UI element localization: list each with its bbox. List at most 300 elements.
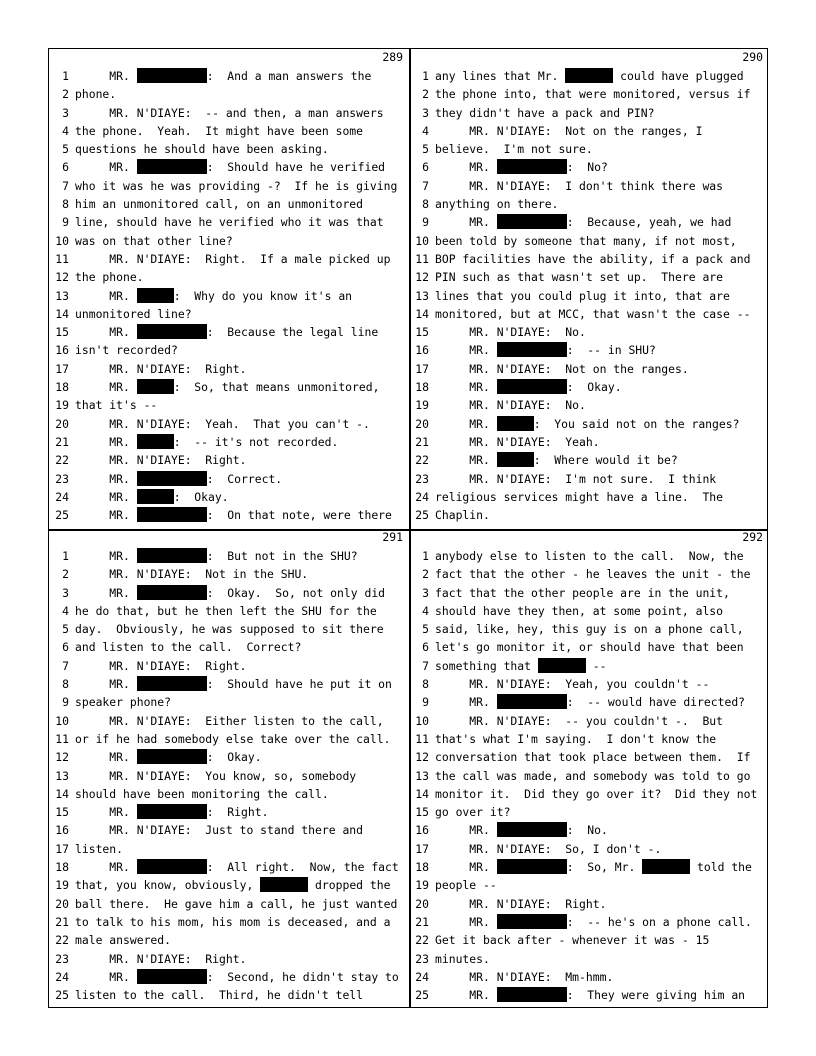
- line-number: 3: [62, 585, 69, 600]
- text-segment: MR.: [435, 453, 497, 468]
- text-segment: : But not in the SHU?: [206, 549, 358, 563]
- text-segment: : All right. Now, the fact: [206, 860, 399, 875]
- line-text: [435, 323, 586, 341]
- transcript-line: [409, 104, 769, 122]
- line-number: 11: [415, 731, 429, 746]
- line-text: [435, 584, 730, 602]
- line-text: [435, 858, 752, 876]
- line-text: [75, 396, 157, 414]
- text-segment: something that: [435, 658, 538, 673]
- line-text: [435, 748, 750, 766]
- line-number: 12: [55, 270, 69, 285]
- text-segment: and listen to the call. Correct?: [75, 640, 302, 655]
- line-text: [435, 470, 716, 488]
- transcript-line: [409, 767, 769, 785]
- line-text: [435, 767, 750, 785]
- line-text: [75, 657, 246, 675]
- line-number: 4: [62, 603, 69, 618]
- redaction-block: [137, 379, 174, 394]
- transcript-line: [409, 657, 769, 675]
- line-number: 17: [55, 841, 69, 856]
- text-segment: MR.: [75, 860, 137, 875]
- text-segment: MR.: [75, 160, 137, 175]
- line-text: [435, 712, 723, 730]
- line-text: [435, 876, 497, 894]
- transcript-line: [49, 104, 409, 122]
- text-segment: MR. N'DIAYE: Either listen to the call,: [75, 713, 384, 728]
- transcript-line: [409, 620, 769, 638]
- redaction-block: [497, 859, 567, 874]
- redaction-block: [137, 804, 207, 819]
- text-segment: : On that note, were there: [206, 508, 392, 523]
- line-text: [435, 287, 730, 305]
- line-text: [435, 122, 702, 140]
- line-number: 8: [62, 677, 69, 692]
- redaction-block: [137, 434, 174, 449]
- text-segment: MR.: [75, 325, 137, 340]
- line-number: 23: [55, 471, 69, 486]
- transcript-page: [409, 49, 769, 529]
- line-number: 17: [415, 841, 429, 856]
- text-segment: MR. N'DIAYE: -- and then, a man answers: [75, 105, 384, 120]
- transcript-page: [49, 49, 409, 529]
- line-number: 1: [422, 69, 429, 83]
- line-text: [75, 638, 301, 656]
- line-number: 14: [415, 306, 429, 321]
- transcript-line: [409, 378, 769, 396]
- transcript-line: [409, 913, 769, 931]
- text-segment: MR.: [435, 823, 497, 838]
- text-segment: let's go monitor it, or should have that been: [435, 640, 744, 655]
- transcript-line: [49, 140, 409, 158]
- line-text: [75, 620, 384, 638]
- redaction-block: [137, 68, 207, 83]
- text-segment: MR.: [75, 969, 137, 984]
- text-segment: MR. N'DIAYE: So, I don't -.: [435, 841, 662, 856]
- transcript-lines: [49, 67, 409, 524]
- line-text: [435, 506, 490, 524]
- transcript-line: [409, 341, 769, 359]
- line-number: 19: [415, 398, 429, 413]
- line-text: [75, 693, 171, 711]
- text-segment: MR. N'DIAYE: Yeah, you couldn't --: [435, 677, 710, 692]
- transcript-line: [49, 305, 409, 323]
- line-number: 6: [62, 160, 69, 175]
- line-number: 5: [62, 142, 69, 157]
- text-segment: MR. N'DIAYE: No.: [435, 325, 586, 340]
- transcript-line: [409, 488, 769, 506]
- transcript-line: [409, 565, 769, 583]
- transcript-line: [49, 968, 409, 986]
- text-segment: MR.: [435, 914, 497, 929]
- transcript-line: [409, 451, 769, 469]
- line-number: 1: [62, 549, 69, 563]
- line-number: 19: [55, 398, 69, 413]
- text-segment: phone.: [75, 87, 117, 102]
- transcript-line: [49, 451, 409, 469]
- text-segment: MR. N'DIAYE: I'm not sure. I think: [435, 471, 717, 486]
- line-number: 15: [55, 325, 69, 340]
- line-text: [75, 140, 329, 158]
- line-number: 20: [415, 416, 429, 431]
- text-segment: : Why do you know it's an: [173, 288, 353, 303]
- line-text: [435, 986, 745, 1004]
- transcript-line: [409, 547, 769, 565]
- line-number: 20: [415, 896, 429, 911]
- transcript-line: [409, 177, 769, 195]
- line-text: [75, 547, 358, 565]
- line-text: [75, 986, 363, 1004]
- redaction-block: [137, 159, 207, 174]
- redaction-block: [137, 548, 207, 563]
- line-text: [75, 968, 399, 986]
- text-segment: MR.: [75, 489, 137, 504]
- text-segment: : And a man answers the: [206, 69, 372, 83]
- text-segment: --: [585, 658, 607, 673]
- line-text: [435, 602, 723, 620]
- line-number: 22: [55, 453, 69, 468]
- transcript-line: [49, 931, 409, 949]
- transcript-line: [49, 657, 409, 675]
- transcript-line: [409, 821, 769, 839]
- text-segment: : Okay.: [173, 489, 229, 504]
- line-text: [75, 213, 384, 231]
- transcript-line: [49, 396, 409, 414]
- text-segment: MR.: [435, 988, 497, 1003]
- transcript-line: [49, 986, 409, 1004]
- transcript-line: [409, 140, 769, 158]
- text-segment: fact that the other people are in the unit,: [435, 585, 730, 600]
- text-segment: listen to the call. Third, he didn't tell: [75, 988, 364, 1003]
- line-number: 14: [55, 306, 69, 321]
- line-number: 18: [55, 380, 69, 395]
- line-number: 5: [422, 142, 429, 157]
- line-text: [75, 803, 268, 821]
- transcript-line: [409, 968, 769, 986]
- line-number: 13: [415, 768, 429, 783]
- text-segment: that, you know, obviously,: [75, 878, 261, 893]
- text-segment: MR. N'DIAYE: Not on the ranges.: [435, 361, 689, 376]
- line-text: [75, 584, 385, 602]
- line-number: 12: [55, 750, 69, 765]
- line-text: [75, 506, 392, 524]
- line-text: [75, 931, 171, 949]
- text-segment: MR. N'DIAYE: Just to stand there and: [75, 823, 364, 838]
- text-segment: conversation that took place between them. If: [435, 750, 751, 765]
- transcript-line: [49, 821, 409, 839]
- text-segment: male answered.: [75, 933, 172, 948]
- transcript-line: [409, 506, 769, 524]
- redaction-block: [497, 987, 567, 1002]
- line-text: [435, 950, 490, 968]
- line-number: 13: [55, 768, 69, 783]
- text-segment: who it was he was providing -? If he is giving: [75, 178, 398, 193]
- transcript-line: [409, 433, 769, 451]
- text-segment: said, like, hey, this guy is on a phone call,: [435, 622, 744, 637]
- transcript-line: [49, 693, 409, 711]
- line-text: [435, 803, 510, 821]
- line-number: 13: [415, 288, 429, 303]
- text-segment: : Because, yeah, we had: [566, 215, 732, 230]
- line-text: [75, 433, 338, 451]
- text-segment: ball there. He gave him a call, he just wanted: [75, 896, 398, 911]
- line-number: 3: [62, 105, 69, 120]
- text-segment: : No.: [566, 823, 608, 838]
- text-segment: MR. N'DIAYE: Right.: [75, 361, 247, 376]
- redaction-block: [497, 159, 567, 174]
- text-segment: monitored, but at MCC, that wasn't the case --: [435, 306, 751, 321]
- transcript-line: [49, 675, 409, 693]
- line-text: [75, 858, 399, 876]
- text-segment: : Where would it be?: [533, 453, 678, 468]
- transcript-line: [409, 986, 769, 1004]
- line-number: 7: [62, 178, 69, 193]
- text-segment: lines that you could plug it into, that are: [435, 288, 730, 303]
- transcript-line: [49, 195, 409, 213]
- line-number: 2: [62, 567, 69, 582]
- line-text: [435, 488, 723, 506]
- line-number: 21: [415, 914, 429, 929]
- transcript-line: [409, 675, 769, 693]
- text-segment: any lines that Mr.: [435, 69, 566, 83]
- transcript-line: [49, 378, 409, 396]
- text-segment: MR.: [75, 549, 137, 563]
- transcript-line: [409, 950, 769, 968]
- transcript-line: [409, 323, 769, 341]
- text-segment: MR. N'DIAYE: Right.: [75, 453, 247, 468]
- transcript-line: [49, 913, 409, 931]
- redaction-block: [538, 658, 586, 673]
- text-segment: : Okay. So, not only did: [206, 585, 386, 600]
- text-segment: Get it back after - whenever it was - 15: [435, 933, 710, 948]
- transcript-line: [49, 470, 409, 488]
- line-text: [435, 913, 752, 931]
- line-number: 10: [55, 233, 69, 248]
- transcript-line: [409, 785, 769, 803]
- line-number: 8: [422, 677, 429, 692]
- redaction-block: [137, 969, 207, 984]
- transcript-line: [409, 232, 769, 250]
- line-number: 9: [62, 695, 69, 710]
- transcript-line: [409, 360, 769, 378]
- text-segment: : So, that means unmonitored,: [173, 380, 380, 395]
- transcript-line: [409, 712, 769, 730]
- transcript-line: [49, 360, 409, 378]
- line-text: [75, 451, 246, 469]
- line-number: 8: [422, 197, 429, 212]
- line-text: [435, 268, 723, 286]
- line-number: 23: [415, 951, 429, 966]
- line-number: 5: [62, 622, 69, 637]
- text-segment: : -- it's not recorded.: [173, 434, 339, 449]
- text-segment: : -- he's on a phone call.: [566, 914, 752, 929]
- text-segment: MR. N'DIAYE: Right. If a male picked up: [75, 251, 391, 266]
- redaction-block: [497, 214, 567, 229]
- text-segment: MR.: [435, 860, 497, 875]
- text-segment: to talk to his mom, his mom is deceased, and a: [75, 914, 391, 929]
- line-text: [435, 140, 593, 158]
- line-number: 20: [55, 416, 69, 431]
- page-number: 292: [742, 530, 763, 544]
- transcript-line: [409, 250, 769, 268]
- text-segment: Chaplin.: [435, 508, 490, 523]
- text-segment: MR. N'DIAYE: Not in the SHU.: [75, 567, 309, 582]
- text-segment: MR. N'DIAYE: I don't think there was: [435, 178, 724, 193]
- text-segment: MR.: [435, 416, 497, 431]
- line-text: [435, 451, 678, 469]
- transcript-line: [409, 584, 769, 602]
- redaction-block: [565, 68, 613, 83]
- transcript-lines: [409, 547, 769, 1004]
- line-text: [435, 232, 737, 250]
- text-segment: anything on there.: [435, 197, 559, 212]
- line-number: 4: [422, 603, 429, 618]
- text-segment: MR. N'DIAYE: -- you couldn't -. But: [435, 713, 724, 728]
- line-text: [75, 675, 392, 693]
- transcript-page: [409, 529, 769, 1009]
- line-text: [75, 104, 384, 122]
- transcript-line: [409, 287, 769, 305]
- line-text: [435, 675, 709, 693]
- transcript-line: [49, 232, 409, 250]
- text-segment: MR.: [75, 288, 137, 303]
- line-text: [435, 840, 661, 858]
- line-number: 10: [415, 713, 429, 728]
- text-segment: listen.: [75, 841, 124, 856]
- text-segment: : So, Mr.: [566, 860, 643, 875]
- line-text: [75, 323, 378, 341]
- transcript-line: [49, 858, 409, 876]
- transcript-line: [49, 85, 409, 103]
- text-segment: believe. I'm not sure.: [435, 142, 593, 157]
- text-segment: go over it?: [435, 805, 511, 820]
- line-number: 18: [415, 380, 429, 395]
- line-text: [75, 268, 144, 286]
- line-number: 14: [55, 786, 69, 801]
- line-text: [75, 85, 116, 103]
- redaction-block: [642, 859, 690, 874]
- text-segment: MR. N'DIAYE: Mm-hmm.: [435, 969, 614, 984]
- redaction-block: [137, 471, 207, 486]
- transcript-line: [49, 250, 409, 268]
- line-number: 22: [415, 453, 429, 468]
- transcript-line: [49, 122, 409, 140]
- transcript-line: [49, 415, 409, 433]
- transcript-line: [409, 268, 769, 286]
- line-number: 5: [422, 622, 429, 637]
- text-segment: : Should have he put it on: [206, 677, 392, 692]
- line-number: 1: [62, 69, 69, 83]
- transcript-line: [49, 950, 409, 968]
- text-segment: PIN such as that wasn't set up. There are: [435, 270, 724, 285]
- line-number: 24: [415, 489, 429, 504]
- text-segment: : -- in SHU?: [566, 343, 656, 358]
- line-text: [435, 396, 586, 414]
- text-segment: MR.: [75, 750, 137, 765]
- text-segment: should have been monitoring the call.: [75, 786, 329, 801]
- text-segment: him an unmonitored call, on an unmonitored: [75, 197, 364, 212]
- line-number: 9: [422, 215, 429, 230]
- text-segment: : Okay.: [566, 380, 622, 395]
- line-number: 16: [55, 823, 69, 838]
- line-number: 2: [62, 87, 69, 102]
- text-segment: MR. N'DIAYE: Right.: [435, 896, 607, 911]
- transcript-line: [409, 895, 769, 913]
- line-number: 22: [415, 933, 429, 948]
- text-segment: dropped the: [308, 878, 391, 893]
- text-segment: MR. N'DIAYE: Yeah.: [435, 434, 600, 449]
- redaction-block: [497, 342, 567, 357]
- line-text: [75, 287, 352, 305]
- transcript-line: [49, 67, 409, 85]
- line-number: 25: [55, 988, 69, 1003]
- line-text: [435, 360, 689, 378]
- text-segment: MR.: [435, 160, 497, 175]
- text-segment: should have they then, at some point, also: [435, 603, 724, 618]
- line-number: 24: [415, 969, 429, 984]
- page-number: 289: [382, 50, 403, 64]
- transcript-line: [49, 547, 409, 565]
- line-text: [75, 305, 192, 323]
- line-number: 4: [62, 123, 69, 138]
- text-segment: : Right.: [206, 805, 269, 820]
- line-number: 25: [415, 508, 429, 523]
- transcript-line: [409, 803, 769, 821]
- transcript-line: [409, 858, 769, 876]
- transcript-line: [409, 415, 769, 433]
- transcript-line: [409, 122, 769, 140]
- line-text: [75, 950, 246, 968]
- text-segment: MR. N'DIAYE: Right.: [75, 658, 247, 673]
- transcript-line: [409, 213, 769, 231]
- line-text: [75, 341, 178, 359]
- line-number: 12: [415, 750, 429, 765]
- text-segment: : -- would have directed?: [566, 695, 746, 710]
- transcript-line: [49, 638, 409, 656]
- transcript-line: [409, 67, 769, 85]
- redaction-block: [497, 416, 534, 431]
- line-text: [435, 620, 744, 638]
- line-number: 2: [422, 87, 429, 102]
- redaction-block: [497, 379, 567, 394]
- line-number: 7: [62, 658, 69, 673]
- text-segment: MR.: [75, 380, 137, 395]
- text-segment: that's what I'm saying. I don't know the: [435, 731, 717, 746]
- transcript-line: [409, 195, 769, 213]
- text-segment: : Should have he verified: [206, 160, 386, 175]
- line-number: 22: [55, 933, 69, 948]
- line-number: 6: [422, 160, 429, 175]
- transcript-line: [49, 287, 409, 305]
- text-segment: MR. N'DIAYE: Yeah. That you can't -.: [75, 416, 370, 431]
- line-text: [75, 840, 123, 858]
- text-segment: he do that, but he then left the SHU for the: [75, 603, 377, 618]
- redaction-block: [137, 585, 207, 600]
- line-number: 7: [422, 658, 429, 673]
- redaction-block: [260, 877, 308, 892]
- line-number: 23: [415, 471, 429, 486]
- line-text: [435, 341, 656, 359]
- text-segment: MR. N'DIAYE: Right.: [75, 951, 247, 966]
- line-number: 6: [62, 640, 69, 655]
- line-number: 3: [422, 105, 429, 120]
- line-number: 18: [55, 860, 69, 875]
- redaction-block: [137, 859, 207, 874]
- transcript-line: [49, 341, 409, 359]
- transcript-lines: [409, 67, 769, 524]
- text-segment: was on that other line?: [75, 233, 233, 248]
- line-text: [435, 785, 757, 803]
